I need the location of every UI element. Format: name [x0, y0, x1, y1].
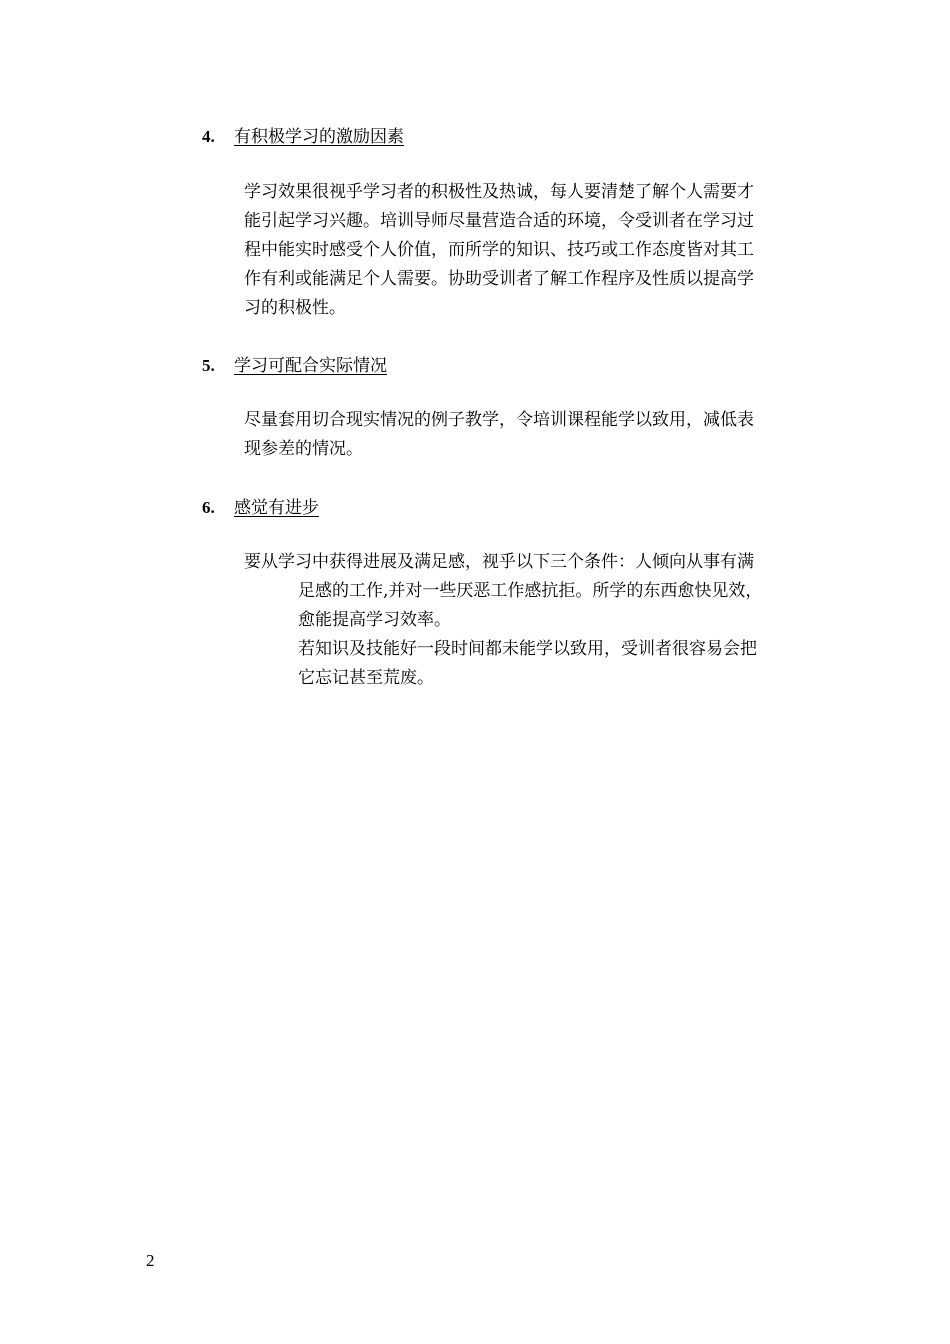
body-line: 愈能提高学习效率。 — [298, 610, 451, 630]
section-body-4 — [244, 178, 824, 323]
page-number: 2 — [146, 1251, 155, 1270]
body-line: 习的积极性。 — [244, 298, 346, 318]
section-body-6 — [244, 548, 824, 693]
section-body-5 — [244, 406, 824, 464]
section-number: 6. — [202, 498, 215, 517]
body-line: 程中能实时感受个人价值，而所学的知识、技巧或工作态度皆对其工 — [244, 240, 754, 260]
section-number: 4. — [202, 127, 215, 146]
body-line: 它忘记甚至荒废。 — [298, 668, 434, 688]
body-line: 若知识及技能好一段时间都未能学以致用，受训者很容易会把 — [298, 639, 757, 659]
body-line: 现参差的情况。 — [244, 439, 363, 459]
body-line: 作有利或能满足个人需要。协助受训者了解工作程序及性质以提高学 — [244, 269, 754, 289]
body-line: 能引起学习兴趣。培训导师尽量营造合适的环境，令受训者在学习过 — [244, 211, 754, 231]
section-title: 学习可配合实际情况 — [234, 356, 387, 376]
body-line: 足感的工作,并对一些厌恶工作感抗拒。所学的东西愈快见效， — [298, 581, 763, 601]
section-title: 感觉有进步 — [234, 498, 319, 518]
section-number: 5. — [202, 356, 215, 375]
body-line: 尽量套用切合现实情况的例子教学，令培训课程能学以致用，减低表 — [244, 410, 754, 430]
section-heading-4 — [202, 127, 404, 147]
section-heading-6 — [202, 498, 319, 518]
body-line: 要从学习中获得进展及满足感，视乎以下三个条件：人倾向从事有满 — [244, 552, 754, 572]
section-title: 有积极学习的激励因素 — [234, 127, 404, 147]
body-line: 学习效果很视乎学习者的积极性及热诚，每人要清楚了解个人需要才 — [244, 182, 754, 202]
section-heading-5 — [202, 356, 387, 376]
